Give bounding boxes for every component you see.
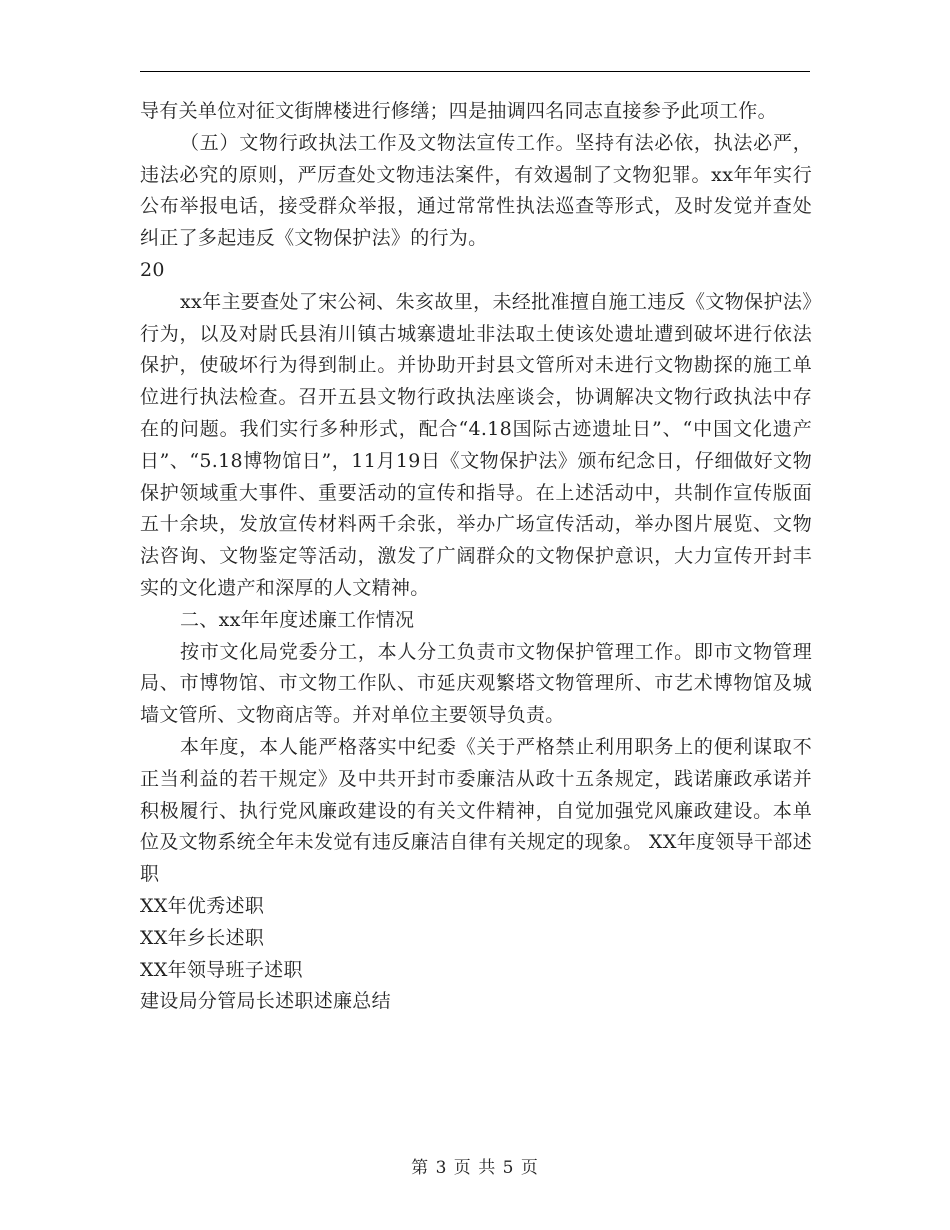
paragraph-1: 导有关单位对征文街牌楼进行修缮；四是抽调四名同志直接参予此项工作。 [140, 100, 777, 122]
related-link-3: XX年领导班子述职 [140, 958, 303, 981]
paragraph-7: 本年度，本人能严格落实中纪委《关于严格禁止利用职务上的便利谋取不正当利益的若干规定》及中共开封市委廉洁从政十五条规定，践诺廉政承诺并积极履行、执行党风廉政建设的有关文件精神，自觉加强党风廉政建设。本单位及文物系统全年未发觉有违反廉洁自律有关规定的现象。 XX年度领导干部述职 [140, 735, 812, 886]
related-link-1: XX年优秀述职 [140, 894, 265, 917]
document-body [140, 96, 812, 1018]
page-footer: 第 3 页 共 5 页 [411, 1158, 539, 1178]
paragraph-6: 按市文化局党委分工，本人分工负责市文物保护管理工作。即市文物管理局、市博物馆、市文物工作队、市延庆观繁塔文物管理所、市艺术博物馆及城墙文管所、文物商店等。并对单位主要领导负责。 [140, 640, 812, 727]
paragraph-2: （五）文物行政执法工作及文物法宣传工作。坚持有法必依，执法必严，违法必究的原则，严厉查处文物违法案件，有效遏制了文物犯罪。xx年年实行公布举报电话，接受群众举报，通过常常性执法巡查等形式，及时发觉并查处纠正了多起违反《文物保护法》的行为。 [140, 131, 812, 250]
section-heading: 二、xx年年度述廉工作情况 [180, 608, 415, 631]
paragraph-4: xx年主要查处了宋公祠、朱亥故里，未经批准擅自施工违反《文物保护法》行为，以及对尉氏县洧川镇古城寨遗址非法取土使该处遗址遭到破坏进行依法保护，使破坏行为得到制止。并协助开封县文管所对未进行文物勘探的施工单位进行执法检查。召开五县文物行政执法座谈会，协调解决文物行政执法中存在的问题。我们实行多种形式，配合“4.18国际古迹遗址日”、“中国文化遗产日”、“5.18博物馆日”，11月19日《文物保护法》颁布纪念日，仔细做好文物保护领域重大事件、重要活动的宣传和指导。在上述活动中，共制作宣传版面五十余块，发放宣传材料两千余张，举办广场宣传活动，举办图片展览、文物法咨询、文物鉴定等活动，激发了广阔群众的文物保护意识，大力宣传开封丰实的文化遗产和深厚的人文精神。 [140, 290, 812, 599]
header-rule [140, 71, 810, 72]
paragraph-3: 20 [140, 258, 165, 281]
related-link-2: XX年乡长述职 [140, 926, 265, 949]
related-link-4: 建设局分管局长述职述廉总结 [140, 990, 391, 1013]
